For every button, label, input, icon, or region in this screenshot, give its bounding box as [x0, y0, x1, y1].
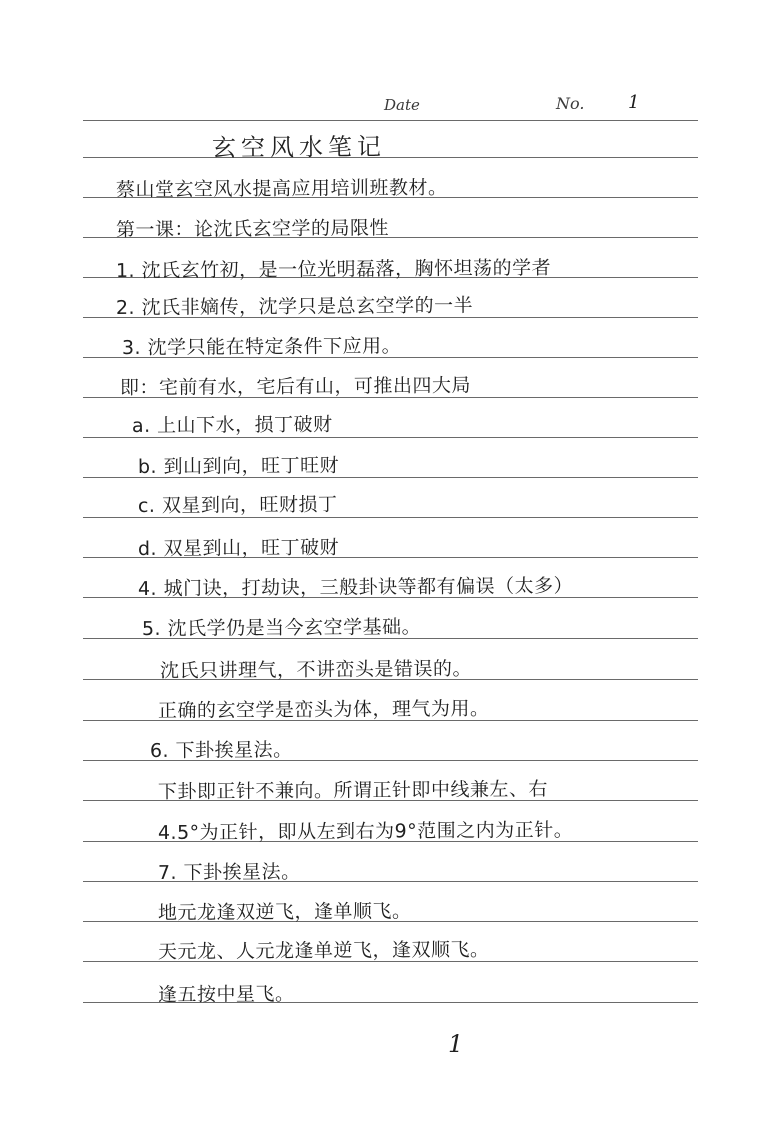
ruled-line [83, 157, 698, 158]
note-line-16: 下卦即正针不兼向。所谓正针即中线兼左、右 [157, 778, 548, 803]
note-line-7: a. 上山下水，损丁破财 [131, 413, 333, 438]
note-line-1: 蔡山堂玄空风水提高应用培训班教材。 [115, 176, 448, 202]
date-label: Date [384, 96, 420, 114]
note-title: 玄空风水笔记 [211, 132, 386, 163]
page-no-label: No. [556, 94, 585, 113]
note-line-13: 沈氏只讲理气，不讲峦头是错误的。 [159, 657, 473, 682]
note-line-4: 2. 沈氏非嫡传，沈学只是总玄空学的一半 [115, 294, 474, 320]
note-line-21: 逢五按中星飞。 [157, 983, 295, 1006]
note-line-12: 5. 沈氏学仍是当今玄空学基础。 [141, 616, 422, 640]
note-line-15: 6. 下卦挨星法。 [149, 739, 293, 762]
note-line-9: c. 双星到向，旺财损丁 [137, 493, 338, 517]
ruled-line [83, 120, 698, 121]
note-line-3: 1. 沈氏玄竹初，是一位光明磊落，胸怀坦荡的学者 [115, 256, 552, 283]
note-line-11: 4. 城门诀，打劫诀，三般卦诀等都有偏误（太多） [137, 574, 574, 600]
note-line-19: 地元龙逢双逆飞，逢单顺飞。 [157, 900, 412, 924]
note-line-14: 正确的玄空学是峦头为体，理气为用。 [157, 697, 490, 722]
note-line-17: 4.5°为正针，即从左到右为9°范围之内为正针。 [157, 819, 574, 844]
page-number: 1 [448, 1030, 464, 1058]
note-line-20: 天元龙、人元龙逢单逆飞，逢双顺飞。 [157, 938, 490, 963]
note-line-8: b. 到山到向，旺丁旺财 [137, 454, 340, 479]
note-line-6: 即：宅前有水，宅后有山，可推出四大局 [119, 374, 472, 400]
note-line-5: 3. 沈学只能在特定条件下应用。 [121, 335, 402, 360]
note-line-2: 第一课：论沈氏玄空学的局限性 [115, 217, 390, 242]
page-no-value: 1 [628, 92, 640, 113]
note-line-10: d. 双星到山，旺丁破财 [137, 536, 340, 560]
note-line-18: 7. 下卦挨星法。 [157, 861, 301, 884]
